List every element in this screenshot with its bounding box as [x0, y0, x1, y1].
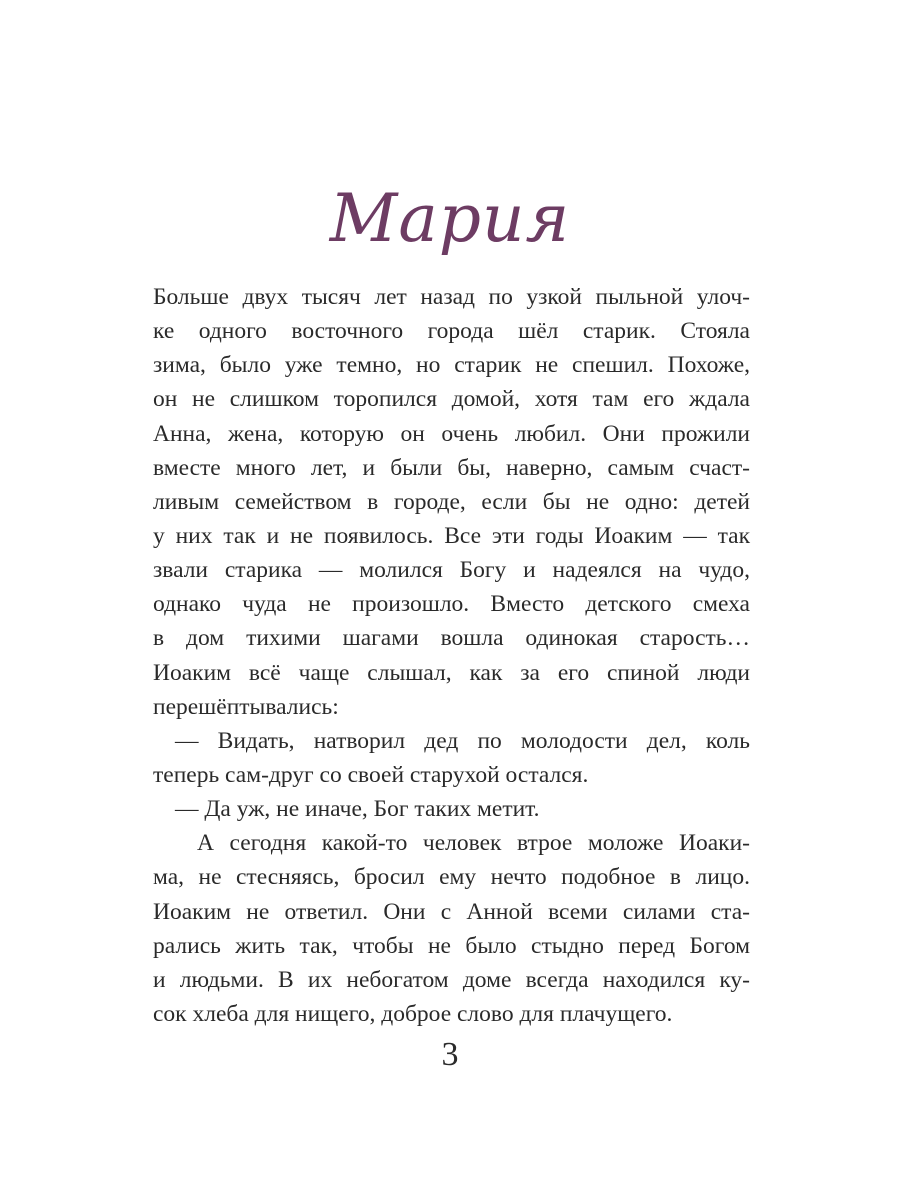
text-line: ке одного восточного города шёл старик. Стояла [153, 318, 750, 345]
text-line: Иоаким не ответил. Они с Анной всеми силами ста- [153, 898, 750, 925]
text-line: вместе много лет, и были бы, наверно, самым счаст- [153, 454, 750, 481]
text-line: в дом тихими шагами вошла одинокая старость… [153, 625, 750, 652]
dialogue-line: — Видать, натворил дед по молодости дел, коль [175, 727, 750, 754]
dialogue-line: — Да уж, не иначе, Бог таких метит. [175, 796, 540, 823]
text-line: сок хлеба для нищего, доброе слово для плачущего. [153, 1000, 673, 1027]
text-line: ливым семейством в городе, если бы не одно: детей [153, 488, 750, 515]
text-line: и людьми. В их небогатом доме всегда находился ку- [153, 966, 750, 993]
text-line: у них так и не появилось. Все эти годы Иоаким — так [153, 522, 750, 549]
text-line: Анна, жена, которую он очень любил. Они прожили [153, 420, 750, 447]
text-line: теперь сам-друг со своей старухой остался. [153, 761, 589, 788]
text-line: зима, было уже темно, но старик не спешил. Похоже, [153, 352, 750, 379]
body-text [153, 281, 750, 1032]
text-line: ма, не стесняясь, бросил ему нечто подобное в лицо. [153, 864, 750, 891]
text-line: звали старика — молился Богу и надеялся на чудо, [153, 557, 750, 584]
text-line: однако чуда не произошло. Вместо детского смеха [153, 591, 750, 618]
text-line: рались жить так, чтобы не было стыдно перед Богом [153, 932, 750, 959]
text-line: А сегодня какой-то человек втрое моложе Иоаки- [197, 830, 750, 857]
text-line: Больше двух тысяч лет назад по узкой пыльной улоч- [153, 284, 750, 310]
text-line: перешёптывались: [153, 693, 339, 720]
chapter-title: Мария [329, 180, 571, 257]
page-number: 3 [441, 1036, 459, 1073]
text-line: он не слишком торопился домой, хотя там его ждала [153, 386, 750, 413]
text-line: Иоаким всё чаще слышал, как за его спиной люди [153, 659, 750, 686]
